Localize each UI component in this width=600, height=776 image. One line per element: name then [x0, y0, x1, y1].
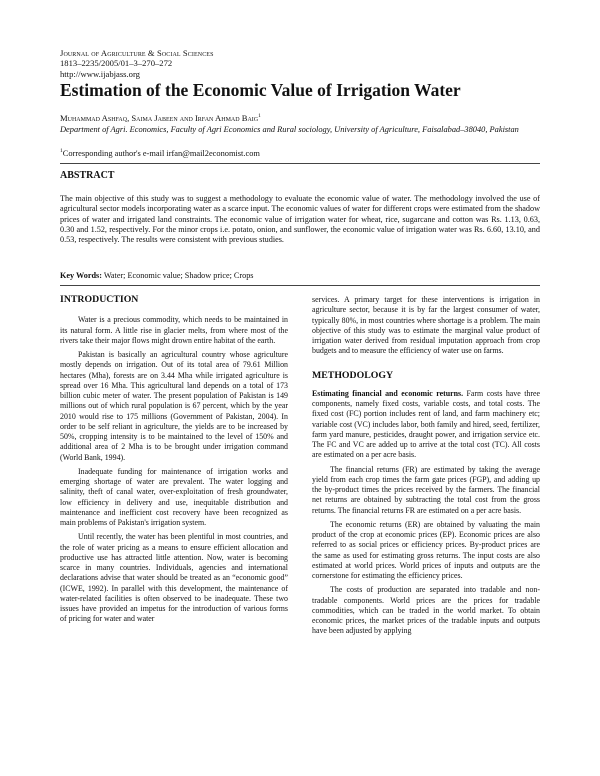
- paper-title: Estimation of the Economic Value of Irrigation Water: [60, 80, 461, 100]
- affiliation: Department of Agri. Economics, Faculty of Agri Economics and Rural sociology, University of Agriculture, Faisalabad–38040, Pakistan: [60, 125, 519, 134]
- journal-issn: 1813–2235/2005/01–3–270–272: [60, 58, 173, 69]
- run-in-heading: Estimating financial and economic returns.: [312, 388, 464, 398]
- journal-url[interactable]: http://www.ijabjass.org: [60, 68, 140, 79]
- methodology-paragraph: The financial returns (FR) are estimated by taking the average yield from each crop times the farm gate prices (FGP), and adding up the by-product times the prices received by the farmers. The financial net returns are obtained by subtracting the total cost from the gross returns. The financial returns FR are estimated on a per acre basis.: [312, 464, 540, 515]
- intro-paragraph: Inadequate funding for maintenance of irrigation works and emerging shortage of water are prevalent. The water logging and salinity, theft of canal water, over-exploitation of fresh groundwater, low efficiency in delivery and use, inequitable distribution and maintenance and inefficient cost recovery have been recognized as main problems of Pakistan's irrigation system.: [60, 466, 288, 527]
- corresponding-author: [60, 149, 260, 158]
- first-paragraph-text: Farm costs have three components, namely fixed costs, variable costs, and total costs. The fixed cost (FC) portion includes rent of land, and farm machinery etc; variable cost (VC) includes labor, both family and hired, seed, fertilizer, farm yard manure, pesticides, draught power, and irrigation service etc. The FC and VC are added up to arrive at the total cost (TC). All costs are estimated on a per acre basis.: [312, 388, 540, 460]
- keywords-text: Water; Economic value; Shadow price; Crops: [103, 271, 254, 280]
- methodology-paragraph: The economic returns (ER) are obtained by valuating the main product of the crop at economic prices (EP). Economic prices are also referred to as social prices or efficiency prices. By-product prices are the same as used for estimating gross returns. The input costs are also estimated at world prices. World prices of inputs and outputs are the cornerstone for estimating the efficiency prices.: [312, 519, 540, 580]
- methodology-paragraph: The costs of production are separated into tradable and non-tradable components. World prices are the prices for tradable commodities, which can be traded in the world market. To obtain economic prices, the market prices of the tradable inputs and outputs have been adjusted by applying: [312, 585, 540, 636]
- authors: Muhammad Ashfaq, Saima Jabeen and Irfan Ahmad Baig: [60, 113, 259, 123]
- methodology-first-paragraph: [312, 389, 540, 461]
- introduction-heading: INTRODUCTION: [60, 294, 139, 305]
- corresponding-text: Corresponding author's e-mail irfan@mail2economist.com: [62, 149, 260, 158]
- left-column: [60, 295, 288, 629]
- methodology-heading: METHODOLOGY: [312, 369, 394, 381]
- intro-paragraph: Water is a precious commodity, which needs to be maintained in its natural form. A little rise in glacier melts, from where most of the rivers take their major flows might drown entire habitat of the earth.: [60, 315, 288, 345]
- journal-header: [60, 48, 214, 79]
- journal-name: Journal of Agriculture & Social Sciences: [60, 48, 214, 58]
- abstract-heading: ABSTRACT: [60, 170, 115, 181]
- authors-sup: 1: [258, 113, 261, 120]
- top-rule: [60, 163, 540, 164]
- author-line: [60, 113, 261, 123]
- intro-paragraph: Until recently, the water has been plentiful in most countries, and the role of water pricing as a means to ensure efficient allocation and productive use has attracted little attention. Now, water is becoming scarce in many countries. Individuals, agencies and international declarations advise that water should be treated as an “economic good” (ICWE, 1992). In parallel with this development, the maintenance of water-related facilities is often observed to be inadequate. These two issues have provided an impetus for the introduction of various forms of pricing for water and water: [60, 532, 288, 624]
- right-column: [312, 295, 540, 641]
- intro-continuation: services. A primary target for these interventions is irrigation in agriculture sector, because it is by far the largest consumer of water, typically 80%, in most countries where shortage is a problem. The main objective of this study was to estimate the marginal value product of irrigation water derived from residual imputation approach from crop budgets and to measure the efficiency of water use on farms.: [312, 295, 540, 356]
- bottom-rule: [60, 285, 540, 286]
- keywords-label: Key Words:: [60, 271, 102, 280]
- abstract-text: The main objective of this study was to suggest a methodology to evaluate the economic value of water. The methodology involved the use of agricultural sector models incorporating water as a scarce input. The economic values of water for different crops were estimated from the shadow prices of water and irrigated land constraints. The economic value of irrigation water for wheat, rice, sugarcane and cotton was Rs. 1.13, 0.63, 0.30 and 1.52, respectively. For the minor crops i.e. potato, onion, and sunflower, the economic value of irrigation water was Rs. 6.60, 13.10, and 0.53, respectively. The results were consistent with previous studies.: [60, 194, 540, 245]
- corresponding-sup: 1: [60, 148, 63, 155]
- intro-paragraph: Pakistan is basically an agricultural country whose agriculture mostly depends on irrigation. Out of its total area of 79.61 Million hectares (Mha), forests are on 3.44 Mha while irrigated agriculture is spread over 16 Mha. This agricultural land depends on a total of 173 billion cubic meter of water. The present population of Pakistan is 149 millions out of which rural population is 67 percent, which by the year 2010 would rise to 175 millions (Government of Pakistan, 2004). In order to be self reliant in agriculture, the yields are to be increased by 50%, cropping intensity is to be maintained to the level of 150% and additional area of 2 Mha is to be brought under irrigation command (World Bank, 1994).: [60, 350, 288, 462]
- keywords: [60, 271, 253, 280]
